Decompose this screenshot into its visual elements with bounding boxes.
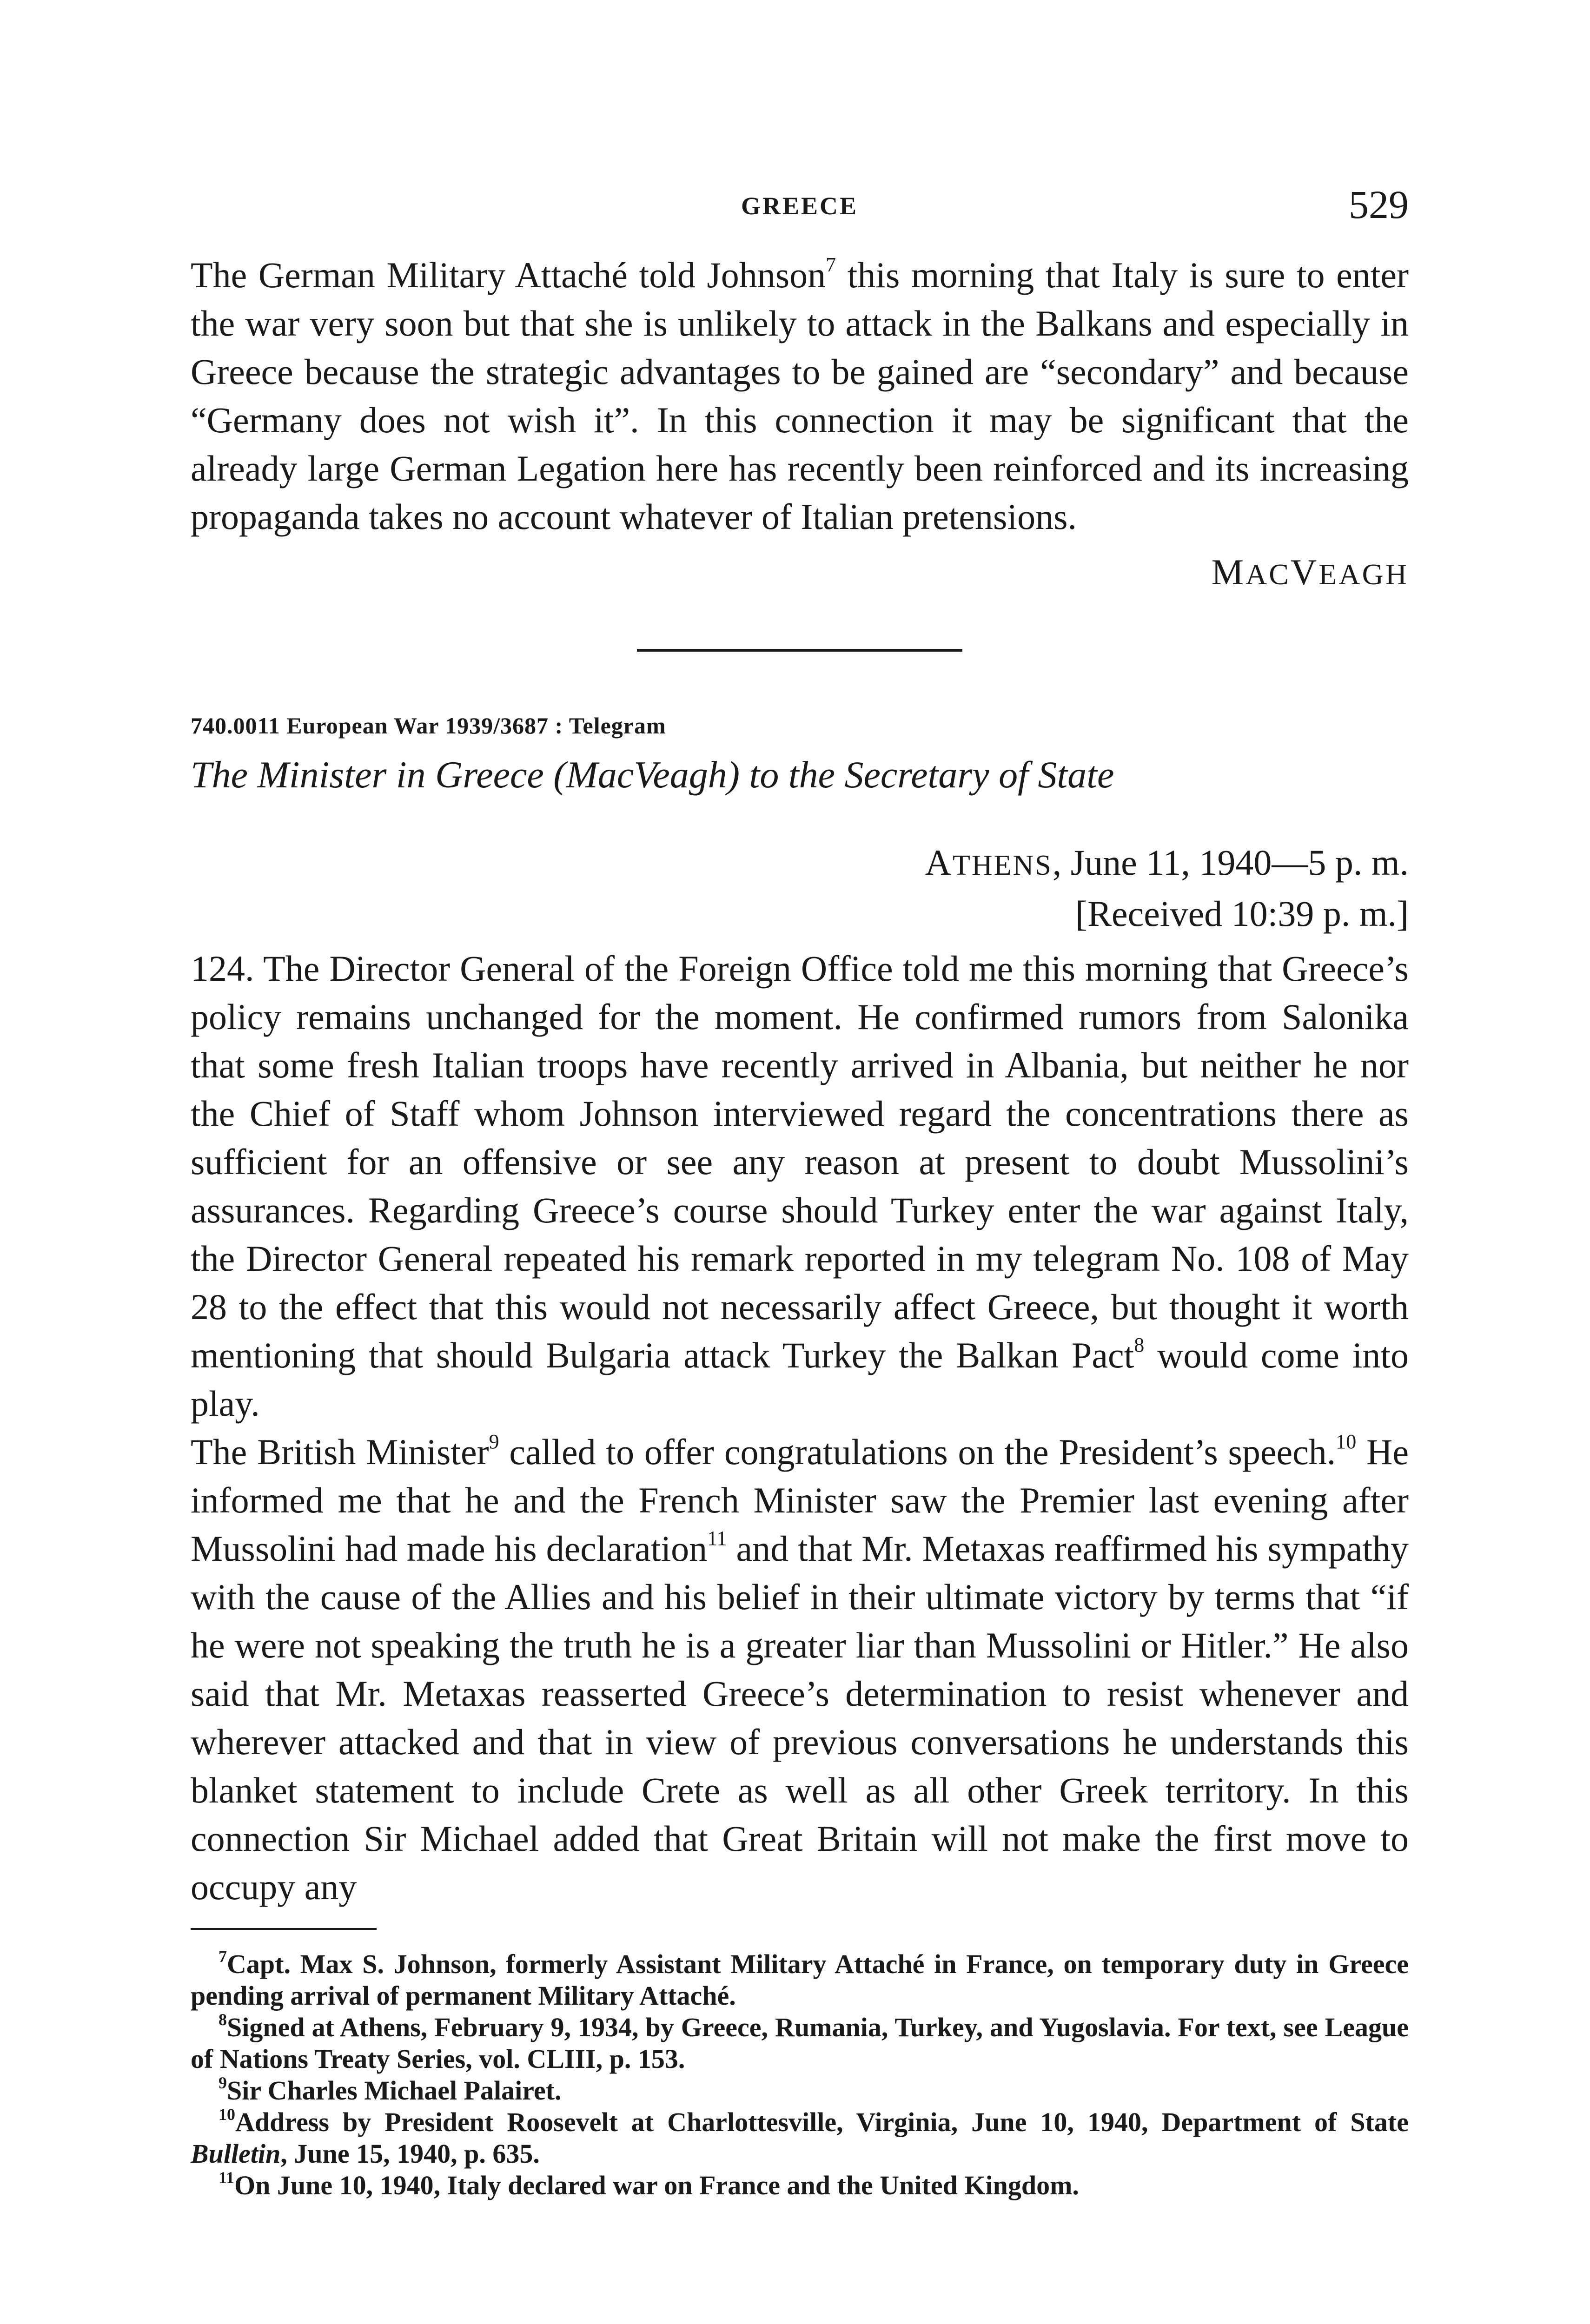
- footnote-ref-8: 8: [1134, 1334, 1145, 1356]
- dateline-city: [925, 842, 1053, 883]
- footnote-mark: 8: [219, 2010, 227, 2029]
- paragraph-british-minister: [191, 1428, 1409, 1911]
- footnote-text: Capt. Max S. Johnson, formerly Assistant Military Attaché in France, on temporary duty in Greece pending arrival of permanent Military Attaché.: [191, 1949, 1409, 2011]
- footnote-10: [191, 2106, 1409, 2170]
- file-number: 740.0011 European War 1939/3687 : Telegram: [191, 713, 666, 739]
- signature-smallcaps: AC: [1246, 558, 1291, 591]
- footnote-mark: 11: [219, 2168, 235, 2187]
- footnote-9: [191, 2075, 1409, 2106]
- page-header: [191, 181, 1409, 232]
- paragraph-text: He informed me that he and the French Minister saw the Premier last evening after Mussolini had made his declaration: [191, 1432, 1409, 1569]
- footnote-ref-7: 7: [826, 253, 836, 276]
- paragraph-text: The British Minister: [191, 1432, 489, 1472]
- footnote-italic-title: Bulletin: [191, 2139, 281, 2169]
- dateline-city-rest: THENS: [952, 850, 1053, 881]
- footnote-8: [191, 2012, 1409, 2075]
- paragraph-text: 124. The Director General of the Foreign Office told me this morning that Greece’s policy remains unchanged for the moment. He confirmed rumors from Salonika that some fresh Italian troops have recently arrived in Albania, but neither he nor the Chief of Staff whom Johnson interviewed regard the concentrations there as sufficient for an offensive or see any reason at present to doubt Mussolini’s assurances. Regarding Greece’s course should Turkey enter the war against Italy, the Director General repeated his remark reported in my telegram No. 108 of May 28 to the effect that this would not necessarily affect Greece, but thought it worth mentioning that should Bulgaria attack Turkey the Balkan Pact: [191, 948, 1409, 1375]
- page-number: 529: [1349, 182, 1409, 227]
- footnote-ref-9: 9: [489, 1430, 499, 1453]
- received-note: [Received 10:39 p. m.]: [1075, 893, 1409, 934]
- footnote-ref-10: 10: [1336, 1430, 1357, 1453]
- document-heading: The Minister in Greece (MacVeagh) to the Secretary of State: [191, 753, 1114, 796]
- footnote-mark: 9: [219, 2073, 227, 2092]
- paragraph-text: and that Mr. Metaxas reaffirmed his sympathy with the cause of the Allies and his belief in their ultimate victory by terms that “if he were not speaking the truth he is a greater liar than Mussolini or Hitler.” He also said that Mr. Metaxas reasserted Greece’s determination to resist whenever and wherever attacked and that in view of previous conversations he understands this blanket statement to include Crete as well as all other Greek territory. In this connection Sir Michael added that Great Britain will not make the first move to occupy any: [191, 1528, 1409, 1907]
- footnote-text: , June 15, 1940, p. 635.: [280, 2139, 540, 2169]
- footnote-text: Address by President Roosevelt at Charlottesville, Virginia, June 10, 1940, Department of State: [235, 2107, 1409, 2137]
- footnote-text: Sir Charles Michael Palairet.: [227, 2075, 562, 2106]
- dateline: [191, 838, 1409, 938]
- dateline-date: , June 11, 1940—5 p. m.: [1052, 842, 1409, 883]
- footnote-text: On June 10, 1940, Italy declared war on France and the United Kingdom.: [234, 2170, 1079, 2200]
- running-head: GREECE: [741, 192, 859, 220]
- footnote-ref-11: 11: [707, 1527, 727, 1550]
- footnote-mark: 10: [219, 2105, 235, 2124]
- signature-initial: M: [1211, 552, 1246, 592]
- signature-smallcaps: EAGH: [1318, 558, 1409, 591]
- paragraph-text: would come into play.: [191, 1335, 1409, 1424]
- footnote-mark: 7: [219, 1947, 227, 1966]
- paragraph-text: this morning that Italy is sure to enter the war very soon but that she is unlikely to attack in the Balkans and especially in Greece because the strategic advantages to be gained are “secondary” and because “Germany does not wish it”. In this connection it may be significant that the already large German Legation here has recently been reinforced and its increasing propaganda takes no account whatever of Italian pretensions.: [191, 255, 1409, 537]
- footnote-text: Signed at Athens, February 9, 1934, by Greece, Rumania, Turkey, and Yugoslavia. For text, see League of Nations Treaty Series, vol. CLIII, p. 153.: [191, 2012, 1409, 2074]
- footnote-7: [191, 1948, 1409, 2012]
- dateline-city-initial: A: [925, 842, 953, 883]
- footnote-divider: [191, 1928, 377, 1930]
- section-divider: [637, 649, 962, 652]
- document-page: [191, 181, 1409, 2201]
- footnote-11: [191, 2170, 1409, 2201]
- paragraph-german-attache: [191, 251, 1409, 541]
- paragraph-director-general: [191, 944, 1409, 1428]
- paragraph-text: The German Military Attaché told Johnson: [191, 255, 826, 295]
- signature-initial: V: [1290, 552, 1319, 592]
- paragraph-text: called to offer congratulations on the President’s speech.: [499, 1432, 1336, 1472]
- signature-macveagh: [191, 551, 1409, 593]
